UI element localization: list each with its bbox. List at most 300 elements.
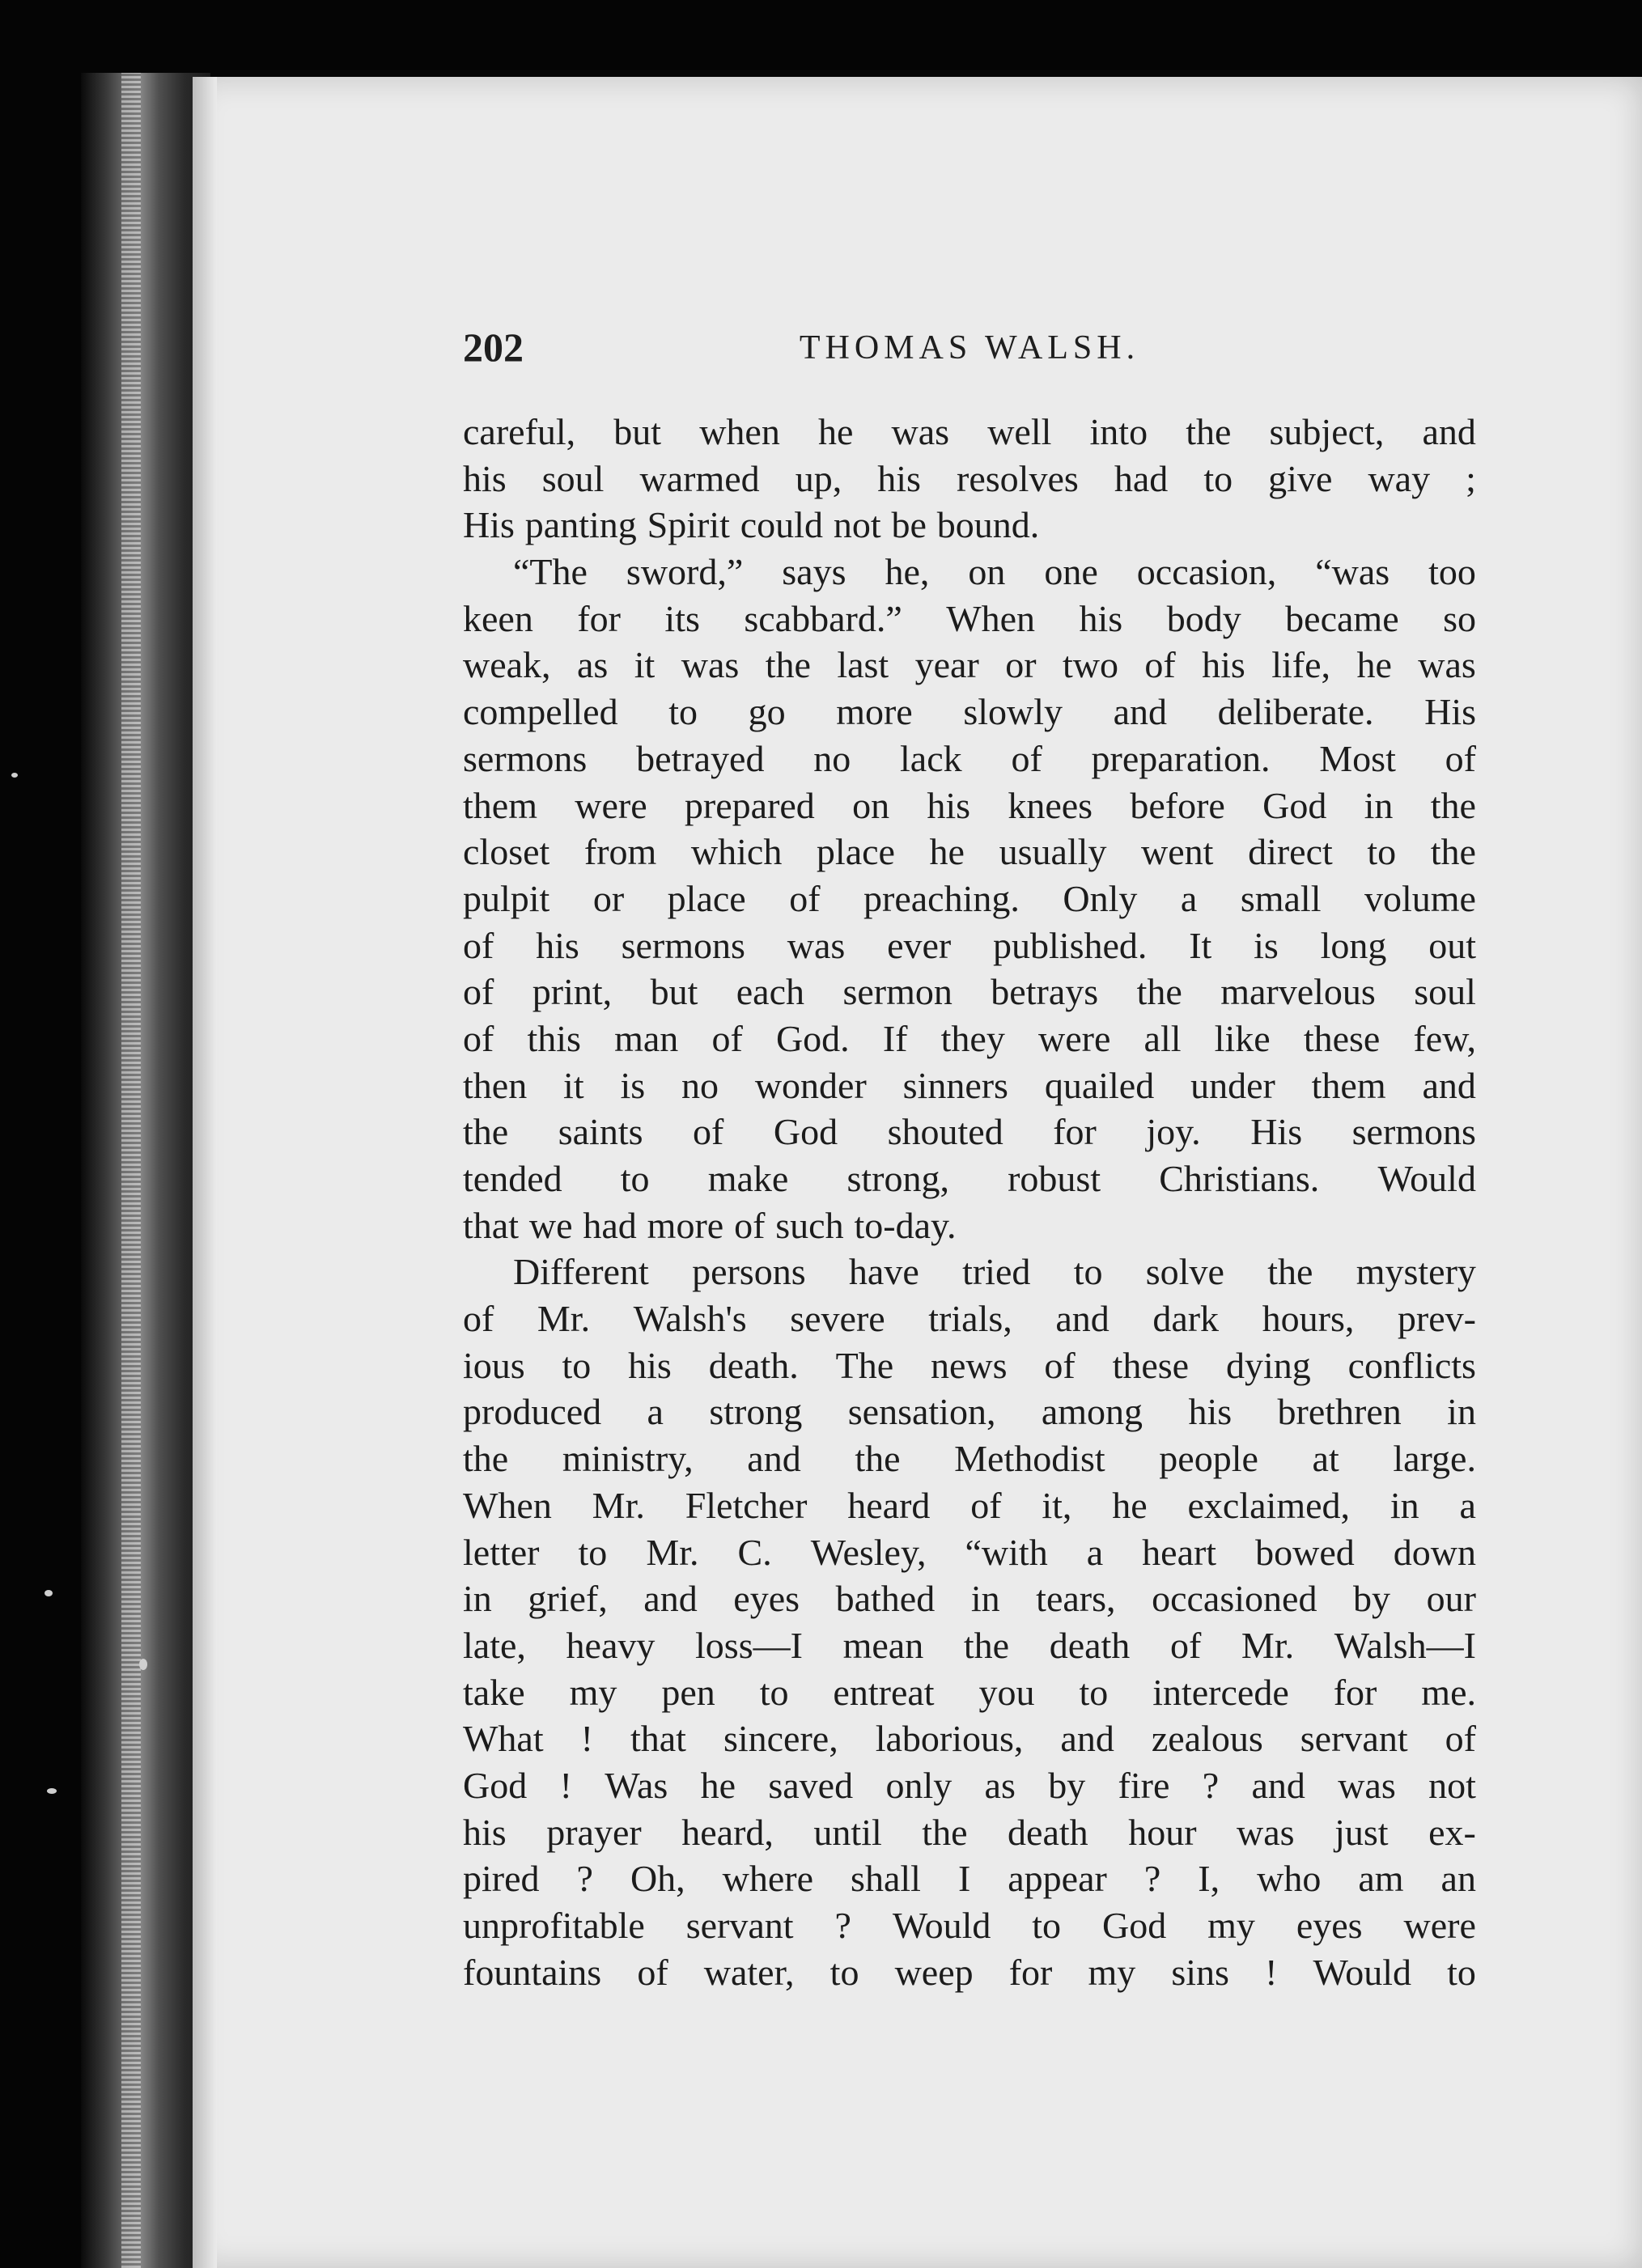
word: me. xyxy=(1421,1671,1476,1713)
text-line xyxy=(463,1388,1476,1435)
word: prayer xyxy=(546,1811,642,1853)
word: in xyxy=(1390,1484,1419,1526)
text-line xyxy=(463,1669,1476,1716)
word: mean xyxy=(842,1624,924,1666)
word: or xyxy=(592,877,625,919)
word: my xyxy=(569,1671,617,1713)
word: is xyxy=(620,1064,646,1106)
text-line xyxy=(463,1342,1476,1389)
word: to xyxy=(562,1344,592,1386)
word: was xyxy=(1338,1764,1396,1806)
word: then xyxy=(463,1064,528,1106)
word: sinners xyxy=(902,1064,1008,1106)
word: tried xyxy=(962,1251,1031,1293)
word: each xyxy=(736,971,805,1013)
word: zealous xyxy=(1151,1718,1263,1760)
word: to xyxy=(1447,1951,1476,1993)
word: of xyxy=(463,971,494,1013)
word: until xyxy=(813,1811,882,1853)
word: not xyxy=(1428,1764,1476,1806)
word: dark xyxy=(1152,1298,1220,1340)
word: make xyxy=(707,1158,789,1199)
word: ex- xyxy=(1428,1811,1476,1853)
word: like xyxy=(1214,1017,1271,1059)
word: up, xyxy=(795,457,842,499)
page-gutter-shadow xyxy=(193,77,217,2268)
word: man xyxy=(614,1017,679,1059)
word: pen xyxy=(661,1671,715,1713)
word: out xyxy=(1428,924,1476,966)
word: he xyxy=(817,411,854,452)
word: wonder xyxy=(754,1064,867,1106)
text-line xyxy=(463,409,1476,456)
word: brethren xyxy=(1277,1391,1402,1433)
word: God. xyxy=(775,1017,850,1059)
word: place xyxy=(816,831,895,873)
word: which xyxy=(690,831,783,873)
word: scabbard.” xyxy=(744,597,902,639)
word: soul xyxy=(1414,971,1476,1013)
word: sensation, xyxy=(847,1391,996,1433)
word: and xyxy=(1113,691,1168,733)
word: bowed xyxy=(1255,1531,1355,1573)
word: ? xyxy=(834,1905,851,1946)
word: the xyxy=(463,1438,509,1480)
page-number: 202 xyxy=(463,324,524,370)
text-line xyxy=(463,1809,1476,1856)
word: saved xyxy=(768,1764,854,1806)
word: go xyxy=(748,691,786,733)
word: have xyxy=(848,1251,919,1293)
word: for xyxy=(1008,1951,1053,1993)
word: Oh, xyxy=(630,1858,685,1900)
word: was xyxy=(1237,1811,1295,1853)
word: just xyxy=(1334,1811,1389,1853)
word: it xyxy=(563,1064,584,1106)
word: slowly xyxy=(963,691,1063,733)
body-text xyxy=(463,409,1476,1995)
word: long xyxy=(1320,924,1387,966)
word: Would xyxy=(892,1905,991,1946)
word: the xyxy=(1267,1251,1313,1293)
word: his xyxy=(1079,597,1123,639)
text-line xyxy=(463,1202,1476,1249)
word: Mr. xyxy=(1241,1624,1295,1666)
word: Walsh—I xyxy=(1334,1624,1476,1666)
word: year xyxy=(914,644,979,686)
word: small xyxy=(1240,877,1322,919)
word: Mr. xyxy=(537,1298,591,1340)
word: sermon xyxy=(842,971,953,1013)
word: Fletcher xyxy=(685,1484,808,1526)
word: large. xyxy=(1393,1438,1476,1480)
word: prev- xyxy=(1397,1298,1476,1340)
word: death. xyxy=(708,1344,799,1386)
text-line xyxy=(463,1575,1476,1622)
word: the xyxy=(963,1624,1010,1666)
word: of xyxy=(463,1298,494,1340)
word: warmed xyxy=(639,457,760,499)
word: sermons xyxy=(1351,1111,1476,1153)
word: lack xyxy=(900,737,962,779)
word: robust xyxy=(1008,1158,1101,1199)
word: when xyxy=(699,411,780,452)
word: and xyxy=(643,1578,698,1620)
word: print, xyxy=(532,971,613,1013)
word: ! xyxy=(559,1764,572,1806)
word: eyes xyxy=(733,1578,800,1620)
word: heard xyxy=(847,1484,931,1526)
word: at xyxy=(1312,1438,1339,1480)
word: only xyxy=(885,1764,953,1806)
word: produced xyxy=(463,1391,602,1433)
word: his xyxy=(877,457,921,499)
word: of xyxy=(1169,1624,1202,1666)
word: occasion, xyxy=(1136,551,1277,593)
word: God xyxy=(1101,1905,1167,1946)
word: late, xyxy=(463,1624,526,1666)
word: His xyxy=(1424,691,1476,733)
word: sermons xyxy=(463,737,588,779)
text-line xyxy=(463,1902,1476,1949)
word: not xyxy=(833,504,881,546)
word: of xyxy=(463,924,494,966)
word: more xyxy=(647,1204,724,1246)
word: his xyxy=(463,1811,507,1853)
word: but xyxy=(613,411,662,452)
word: no xyxy=(813,737,851,779)
word: to xyxy=(1203,457,1233,499)
word: he xyxy=(929,831,965,873)
word: among xyxy=(1041,1391,1143,1433)
word: to-day. xyxy=(854,1204,957,1246)
word: is xyxy=(1254,924,1279,966)
word: conflicts xyxy=(1347,1344,1476,1386)
word: was xyxy=(1418,644,1476,686)
text-line xyxy=(463,1482,1476,1529)
word: had xyxy=(583,1204,637,1246)
text-line xyxy=(463,1949,1476,1996)
word: servant xyxy=(685,1905,794,1946)
word: I xyxy=(957,1858,971,1900)
word: pulpit xyxy=(463,877,550,919)
word: and xyxy=(1422,411,1476,452)
text-line xyxy=(463,1062,1476,1109)
word: mystery xyxy=(1356,1251,1476,1293)
word: for xyxy=(577,597,621,639)
word: it xyxy=(634,644,656,686)
word: Mr. xyxy=(646,1531,699,1573)
word: weak, xyxy=(463,644,551,686)
word: heavy xyxy=(566,1624,656,1666)
word: careful, xyxy=(463,411,576,452)
word: who xyxy=(1257,1858,1322,1900)
word: ? xyxy=(1202,1764,1220,1806)
word: sins xyxy=(1171,1951,1229,1993)
word: strong xyxy=(709,1391,803,1433)
word: tears, xyxy=(1036,1578,1116,1620)
word: my xyxy=(1088,1951,1136,1993)
word: betrayed xyxy=(636,737,765,779)
word: had xyxy=(1114,457,1169,499)
word: says xyxy=(782,551,846,593)
text-line xyxy=(463,1622,1476,1669)
word: to xyxy=(1079,1671,1109,1713)
word: “with xyxy=(965,1531,1048,1573)
word: preparation. xyxy=(1091,737,1271,779)
word: ! xyxy=(1265,1951,1278,1993)
text-line xyxy=(463,596,1476,642)
word: went xyxy=(1141,831,1214,873)
word: bathed xyxy=(835,1578,936,1620)
word: be xyxy=(891,504,927,546)
word: the xyxy=(765,644,811,686)
word: betrays xyxy=(991,971,1099,1013)
word: published. xyxy=(993,924,1148,966)
word: resolves xyxy=(957,457,1079,499)
word: Wesley, xyxy=(810,1531,927,1573)
word: people xyxy=(1159,1438,1258,1480)
word: occasioned xyxy=(1152,1578,1317,1620)
word: this xyxy=(527,1017,581,1059)
word: and xyxy=(747,1438,801,1480)
word: so xyxy=(1443,597,1476,639)
word: eyes xyxy=(1296,1905,1363,1946)
word: the xyxy=(463,1111,509,1153)
word: or xyxy=(1005,644,1037,686)
word: C. xyxy=(737,1531,772,1573)
word: and xyxy=(1055,1298,1110,1340)
word: our xyxy=(1426,1578,1476,1620)
word: the xyxy=(1186,411,1232,452)
word: volume xyxy=(1364,877,1476,919)
word: more xyxy=(836,691,913,733)
word: appear xyxy=(1008,1858,1107,1900)
word: to xyxy=(578,1531,608,1573)
word: and xyxy=(1060,1718,1114,1760)
word: water, xyxy=(703,1951,795,1993)
word: where xyxy=(722,1858,814,1900)
word: last xyxy=(837,644,889,686)
word: life, xyxy=(1271,644,1331,686)
word: “was xyxy=(1315,551,1390,593)
word: am xyxy=(1358,1858,1404,1900)
word: became xyxy=(1285,597,1399,639)
word: saints xyxy=(558,1111,643,1153)
word: soul xyxy=(541,457,605,499)
text-line xyxy=(463,875,1476,922)
word: were xyxy=(1038,1017,1111,1059)
book-binding xyxy=(81,73,210,2268)
word: Only xyxy=(1063,877,1138,919)
word: body xyxy=(1166,597,1241,639)
word: preaching. xyxy=(863,877,1020,919)
word: Would xyxy=(1377,1158,1476,1199)
word: letter xyxy=(463,1531,540,1573)
word: these xyxy=(1303,1017,1381,1059)
word: in xyxy=(970,1578,1000,1620)
text-line xyxy=(463,1855,1476,1902)
word: sermons xyxy=(621,924,745,966)
text-line xyxy=(463,1015,1476,1062)
word: ? xyxy=(1143,1858,1161,1900)
word: Would xyxy=(1313,1951,1412,1993)
word: Methodist xyxy=(954,1438,1105,1480)
word: Mr. xyxy=(592,1484,645,1526)
word: ? xyxy=(576,1858,593,1900)
text-line xyxy=(463,1155,1476,1202)
word: all xyxy=(1143,1017,1182,1059)
word: of xyxy=(970,1484,1002,1526)
word: way xyxy=(1368,457,1431,499)
word: Different xyxy=(513,1251,649,1293)
text-line xyxy=(463,1109,1476,1155)
word: a xyxy=(1086,1531,1104,1573)
word: was xyxy=(681,644,740,686)
word: direct xyxy=(1248,831,1333,873)
word: God xyxy=(773,1111,838,1153)
text-line xyxy=(463,1529,1476,1576)
word: his xyxy=(1188,1391,1233,1433)
word: shouted xyxy=(887,1111,1003,1153)
word: give xyxy=(1268,457,1333,499)
word: laborious, xyxy=(875,1718,1024,1760)
word: as xyxy=(984,1764,1016,1806)
word: fountains xyxy=(463,1951,602,1993)
word: too xyxy=(1428,551,1476,593)
word: as xyxy=(576,644,609,686)
word: the xyxy=(1430,784,1476,826)
word: of xyxy=(637,1951,668,1993)
word: the xyxy=(855,1438,901,1480)
word: of xyxy=(1144,644,1176,686)
word: he xyxy=(1356,644,1392,686)
scan-speck xyxy=(47,1788,57,1794)
word: If xyxy=(882,1017,908,1059)
text-line xyxy=(463,1762,1476,1809)
word: he xyxy=(700,1764,736,1806)
word: of xyxy=(789,877,821,919)
word: grief, xyxy=(528,1578,608,1620)
word: God xyxy=(463,1764,528,1806)
word: sword,” xyxy=(626,551,744,593)
word: his xyxy=(628,1344,672,1386)
word: ever xyxy=(887,924,952,966)
word: from xyxy=(583,831,657,873)
word: in xyxy=(1447,1391,1476,1433)
word: dying xyxy=(1225,1344,1311,1386)
word: my xyxy=(1207,1905,1255,1946)
word: under xyxy=(1190,1064,1275,1106)
word: hour xyxy=(1128,1811,1197,1853)
word: could xyxy=(740,504,823,546)
word: to xyxy=(1073,1251,1103,1293)
word: When xyxy=(463,1484,552,1526)
word: solve xyxy=(1145,1251,1224,1293)
word: and xyxy=(1251,1764,1305,1806)
word: quailed xyxy=(1044,1064,1155,1106)
word: God xyxy=(1262,784,1327,826)
binding-stitching xyxy=(121,73,141,2268)
word: severe xyxy=(790,1298,885,1340)
word: heard, xyxy=(681,1811,774,1853)
word: Was xyxy=(605,1764,668,1806)
word: news xyxy=(931,1344,1008,1386)
word: “The xyxy=(513,551,588,593)
word: he xyxy=(1112,1484,1148,1526)
word: a xyxy=(647,1391,664,1433)
word: to xyxy=(829,1951,859,1993)
text-line xyxy=(463,689,1476,736)
word: his xyxy=(536,924,579,966)
word: of xyxy=(693,1111,724,1153)
word: they xyxy=(940,1017,1005,1059)
word: closet xyxy=(463,831,550,873)
word: usually xyxy=(999,831,1107,873)
word: entreat xyxy=(833,1671,935,1713)
word: of xyxy=(1445,737,1476,779)
word: were xyxy=(1403,1905,1476,1946)
word: shall xyxy=(851,1858,921,1900)
word: Walsh's xyxy=(633,1298,747,1340)
word: that xyxy=(630,1718,686,1760)
word: that xyxy=(463,1204,519,1246)
word: pired xyxy=(463,1858,540,1900)
text-line xyxy=(463,969,1476,1015)
word: on xyxy=(968,551,1006,593)
word: for xyxy=(1333,1671,1377,1713)
word: of xyxy=(711,1017,743,1059)
word: he, xyxy=(885,551,930,593)
word: heart xyxy=(1142,1531,1217,1573)
word: persons xyxy=(692,1251,806,1293)
text-line xyxy=(463,1248,1476,1295)
word: hours, xyxy=(1262,1298,1355,1340)
word: down xyxy=(1393,1531,1476,1573)
text-line xyxy=(463,642,1476,689)
word: to xyxy=(1367,831,1397,873)
word: place xyxy=(667,877,746,919)
text-line xyxy=(463,1295,1476,1342)
word: of xyxy=(1011,737,1042,779)
word: to xyxy=(1032,1905,1062,1946)
page-header xyxy=(463,324,1476,380)
word: knees xyxy=(1008,784,1093,826)
word: death xyxy=(1049,1624,1131,1666)
word: to xyxy=(668,691,698,733)
text-line xyxy=(463,829,1476,875)
word: no xyxy=(681,1064,719,1106)
word: His xyxy=(1250,1111,1303,1153)
word: two xyxy=(1062,644,1118,686)
word: servant xyxy=(1300,1718,1408,1760)
word: of xyxy=(1044,1344,1076,1386)
text-line xyxy=(463,736,1476,782)
word: ministry, xyxy=(562,1438,694,1480)
word: its xyxy=(664,597,700,639)
word: before xyxy=(1130,784,1225,826)
word: one xyxy=(1044,551,1098,593)
word: was xyxy=(891,411,950,452)
word: and xyxy=(1422,1064,1476,1106)
word: Spirit xyxy=(647,504,730,546)
word: bound. xyxy=(936,504,1040,546)
word: but xyxy=(650,971,698,1013)
word: well xyxy=(987,411,1052,452)
word: intercede xyxy=(1152,1671,1289,1713)
word: the xyxy=(1136,971,1182,1013)
running-head: THOMAS WALSH. xyxy=(799,329,1140,367)
